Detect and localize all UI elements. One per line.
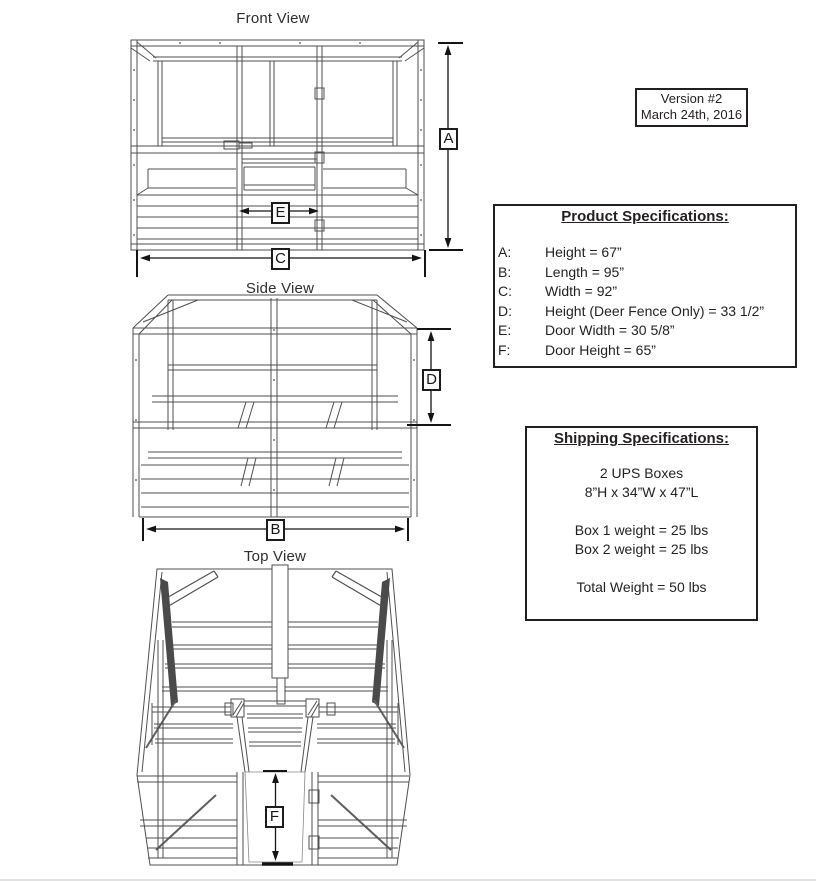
version-number: Version #2 xyxy=(660,91,723,106)
side-view-drawing xyxy=(133,295,417,517)
shipping-box1-weight: Box 1 weight = 25 lbs xyxy=(574,522,709,538)
version-date: March 24th, 2016 xyxy=(640,107,743,122)
shipping-total-weight: Total Weight = 50 lbs xyxy=(576,579,707,595)
spec-key: A: xyxy=(498,244,512,260)
spec-row-A xyxy=(495,243,795,263)
front-view-title: Front View xyxy=(236,10,310,27)
spec-value: Width = 92” xyxy=(545,283,617,299)
shipping-specifications-title: Shipping Specifications: xyxy=(553,430,729,447)
dim-label-width-C: C xyxy=(271,248,290,270)
top-view-title: Top View xyxy=(243,548,307,565)
dimension-lines xyxy=(137,43,463,864)
spec-key: B: xyxy=(498,263,512,280)
spec-value: Door Width = 30 5/8” xyxy=(545,322,675,338)
side-view-title: Side View xyxy=(245,280,315,297)
dim-label-door-height-F: F xyxy=(265,806,284,828)
spec-key: D: xyxy=(498,302,512,319)
door-top-frame xyxy=(231,699,319,772)
spec-value: Height = 67” xyxy=(545,244,622,260)
spec-row-D xyxy=(495,302,795,322)
spec-value: Height (Deer Fence Only) = 33 1/2” xyxy=(545,302,765,319)
spec-row-F xyxy=(495,341,795,361)
shipping-box2-weight: Box 2 weight = 25 lbs xyxy=(574,541,709,557)
spec-key: C: xyxy=(498,283,512,299)
spec-row-C xyxy=(495,282,795,302)
product-specifications-title: Product Specifications: xyxy=(561,208,729,225)
dim-label-door-width-E: E xyxy=(271,202,290,224)
version-box xyxy=(635,88,748,127)
spec-value: Length = 95” xyxy=(545,263,625,280)
product-specifications-box xyxy=(493,204,797,368)
product-specifications-list xyxy=(495,243,795,360)
spec-row-B xyxy=(495,263,795,283)
dim-label-height-A: A xyxy=(439,128,458,150)
shipping-specifications-box xyxy=(525,426,758,621)
center-roof-post xyxy=(272,565,288,704)
shipping-boxes-count: 2 UPS Boxes xyxy=(599,465,684,481)
spec-key: E: xyxy=(498,322,512,338)
dim-label-length-B: B xyxy=(266,519,285,541)
spec-value: Door Height = 65” xyxy=(545,341,656,358)
spec-key: F: xyxy=(498,341,511,358)
rivet-dots xyxy=(135,329,415,491)
spec-row-E xyxy=(495,321,795,341)
shipping-box-dimensions: 8”H x 34”W x 47”L xyxy=(584,484,699,500)
dim-label-fence-height-D: D xyxy=(422,369,441,391)
